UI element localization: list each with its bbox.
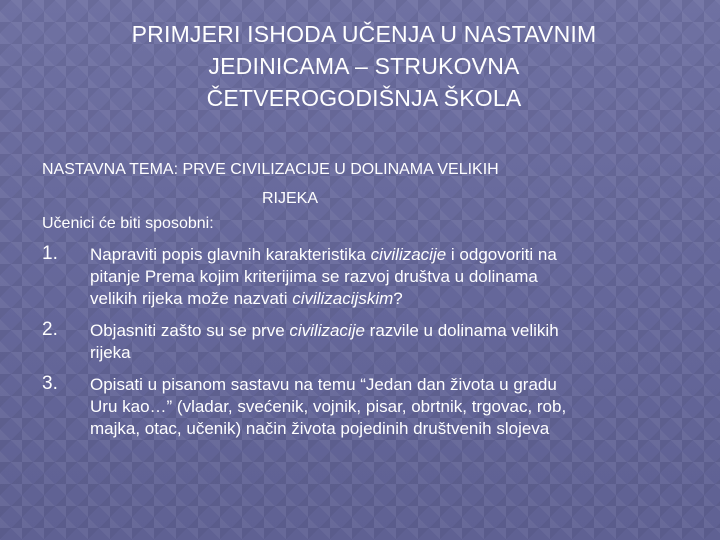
item-line — [90, 244, 702, 266]
item-line: majka, otac, učenik) način života pojedinih društvenih slojeva — [90, 419, 550, 438]
item-text — [90, 318, 702, 364]
italic-term: civilizacije — [289, 321, 365, 340]
list-item — [42, 318, 702, 364]
text-span: razvile u dolinama velikih — [364, 321, 559, 340]
text-span: Napraviti popis glavnih karakteristika — [90, 245, 371, 264]
item-number: 3. — [42, 373, 58, 394]
topic-line-1: NASTAVNA TEMA: PRVE CIVILIZACIJE U DOLINAMA VELIKIH — [42, 161, 499, 178]
item-line: pitanje Prema kojim kriterijima se razvoj društva u dolinama — [90, 267, 538, 286]
item-line — [90, 320, 702, 342]
title-line-3: ČETVEROGODIŠNJA ŠKOLA — [206, 85, 522, 111]
slide-title — [40, 18, 688, 114]
text-span: i odgovoriti na — [446, 245, 557, 264]
item-text — [90, 242, 702, 310]
item-line — [90, 288, 702, 310]
list-item — [42, 372, 702, 440]
topic-line-2: RIJEKA — [262, 190, 319, 207]
intro-text: Učenici će biti sposobni: — [42, 215, 214, 232]
list-item — [42, 242, 702, 310]
text-span: velikih rijeka može nazvati — [90, 289, 293, 308]
italic-term: civilizacijskim — [292, 289, 394, 308]
title-line-2: JEDINICAMA – STRUKOVNA — [208, 53, 520, 79]
italic-term: civilizacije — [370, 245, 447, 264]
item-text — [90, 372, 702, 440]
item-number: 2. — [42, 319, 58, 340]
item-line: rijeka — [90, 343, 131, 362]
text-span: Objasniti zašto su se prve — [90, 321, 290, 340]
item-line: Opisati u pisanom sastavu na temu “Jedan dan života u gradu — [90, 375, 557, 394]
title-line-1: PRIMJERI ISHODA UČENJA U NASTAVNIM — [131, 21, 597, 47]
topic-heading — [42, 159, 702, 207]
item-number: 1. — [42, 243, 58, 264]
text-span: ? — [393, 289, 403, 308]
outcomes-list — [42, 242, 702, 440]
item-line: Uru kao…” (vladar, svećenik, vojnik, pisar, obrtnik, trgovac, rob, — [90, 397, 567, 416]
